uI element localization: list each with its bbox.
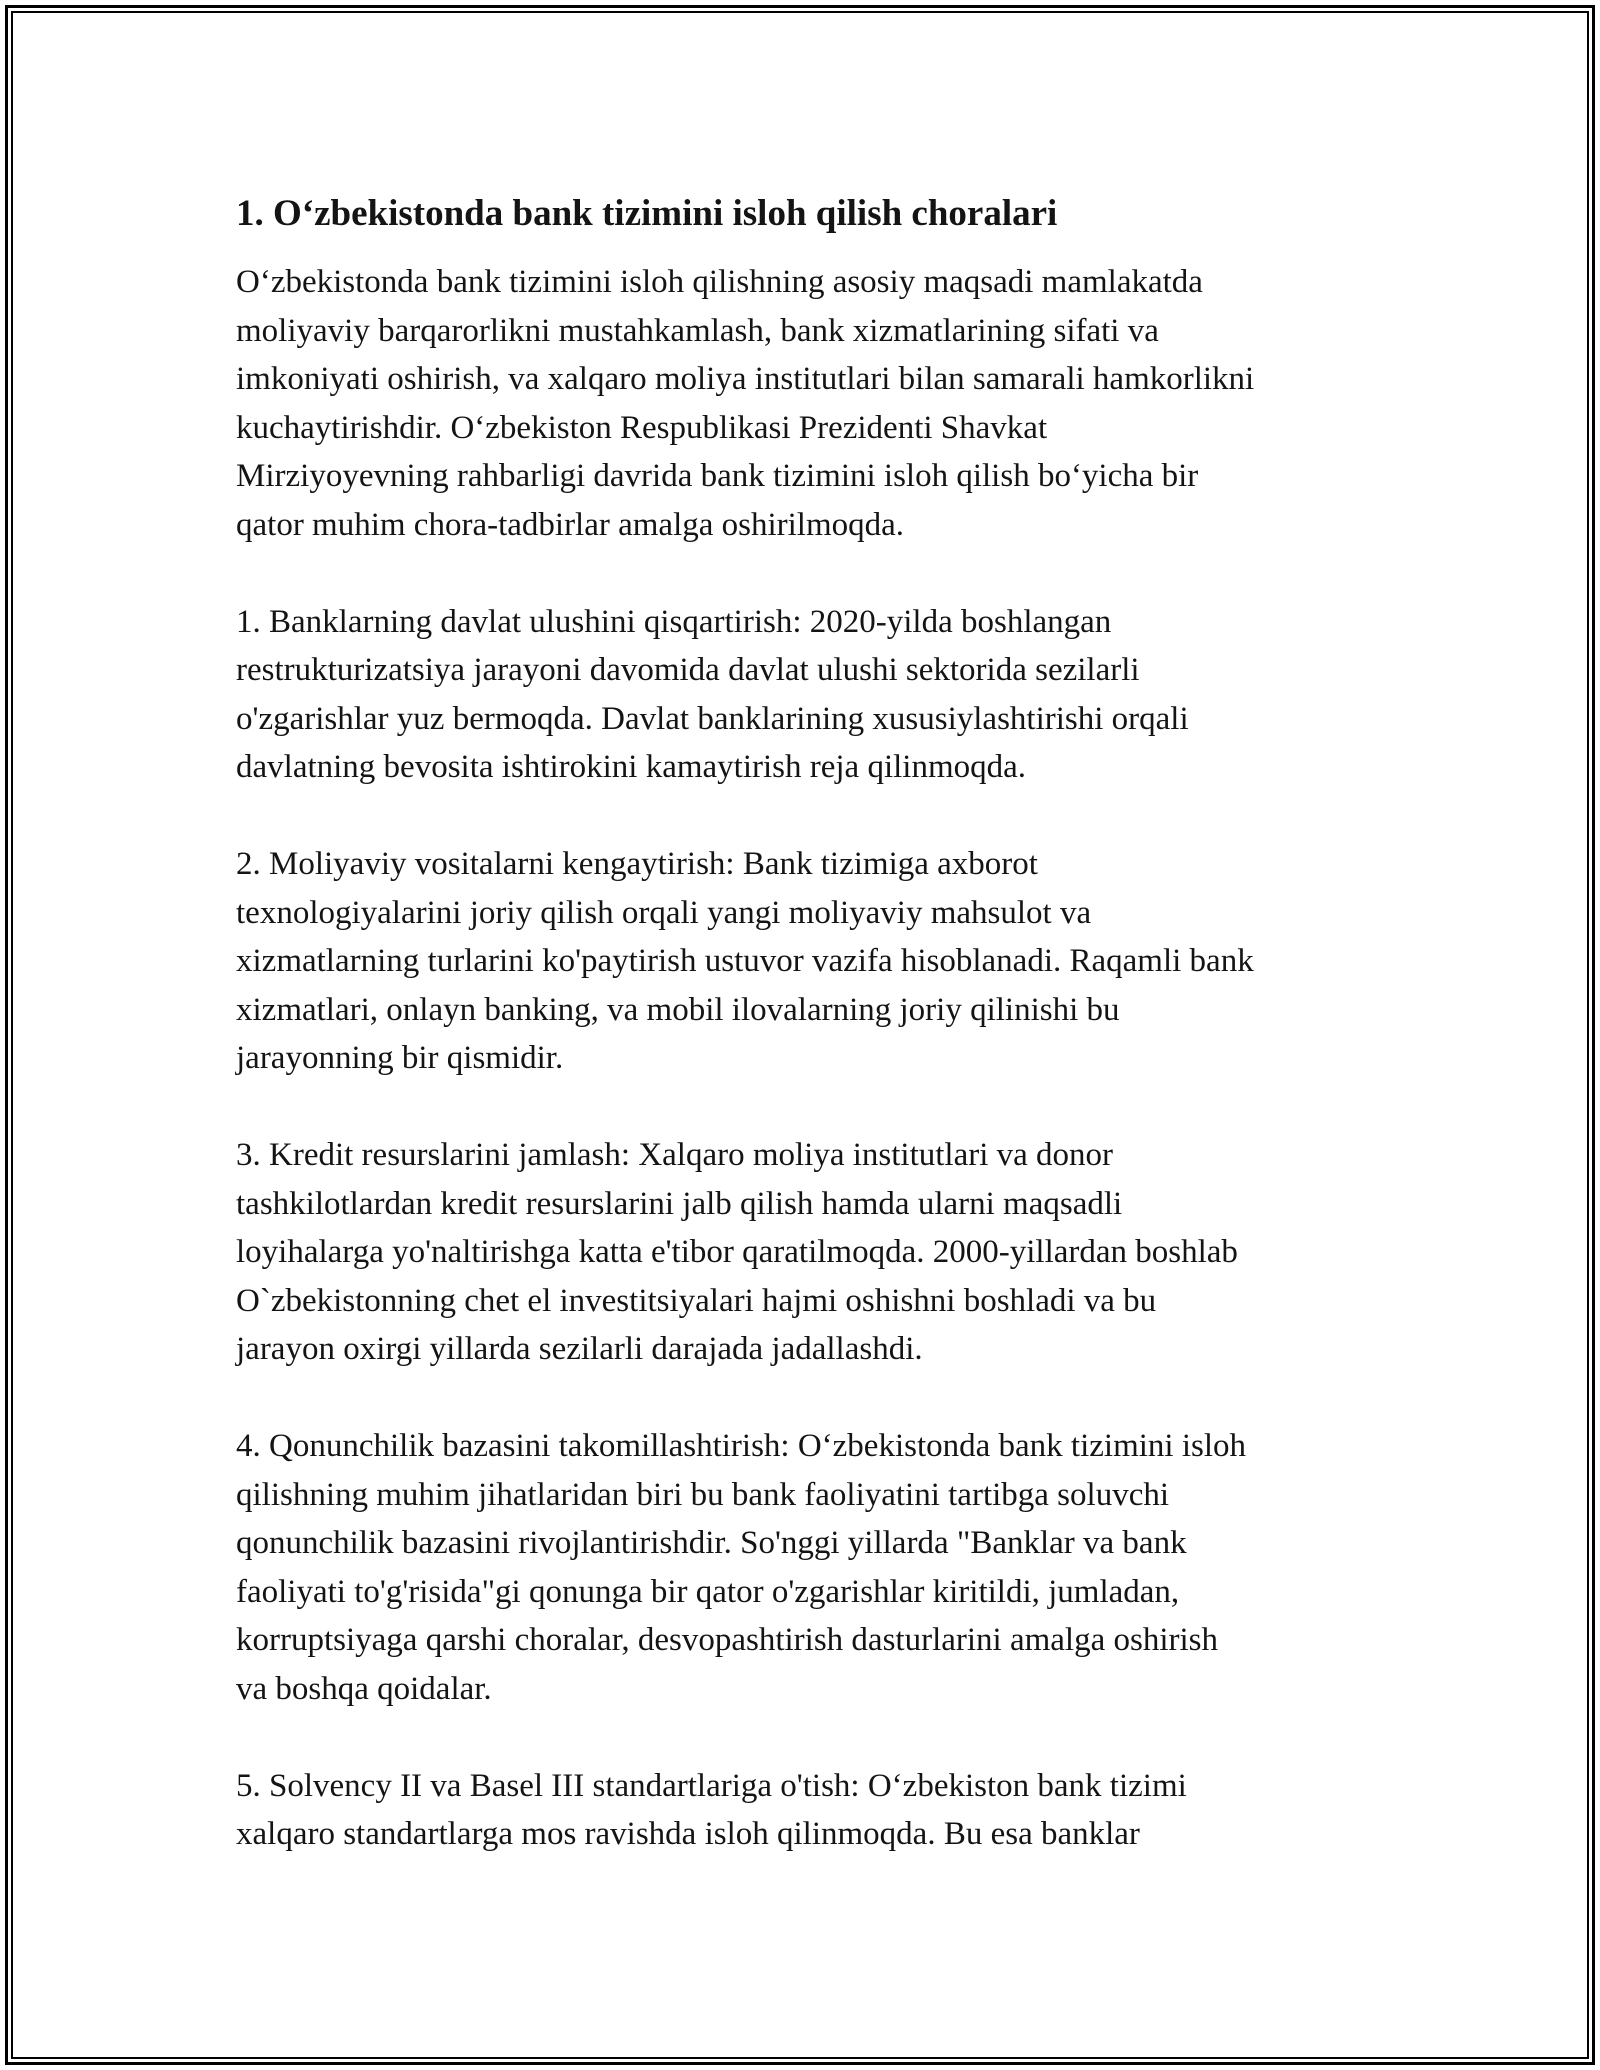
- text-line: 3. Kredit resurslarini jamlash: Xalqaro moliya institutlari va donor: [236, 1137, 1114, 1173]
- text-line: 1. Banklarning davlat ulushini qisqartirish: 2020-yilda boshlangan: [236, 603, 1112, 640]
- text-line: 5. Solvency II va Basel III standartlariga o'tish: O‘zbekiston bank tizimi: [236, 1767, 1187, 1804]
- text-line: O`zbekistonning chet el investitsiyalari hajmi oshishni boshladi va bu: [236, 1282, 1157, 1319]
- text-line: 4. Qonunchilik bazasini takomillashtirish: O‘zbekistonda bank tizimini isloh: [236, 1428, 1247, 1464]
- text-line: restrukturizatsiya jarayoni davomida davlat ulushi sektorida sezilarli: [236, 652, 1140, 688]
- text-line: qator muhim chora-tadbirlar amalga oshirilmoqda.: [236, 506, 905, 543]
- text-line: korruptsiyaga qarshi choralar, desvopashtirish dasturlarini amalga oshirish: [236, 1622, 1219, 1658]
- section-heading: 1. O‘zbekistonda bank tizimini isloh qilish choralari: [236, 193, 1058, 234]
- text-line: o'zgarishlar yuz bermoqda. Davlat banklarining xususiylashtirishi orqali: [236, 700, 1189, 737]
- text-line: xalqaro standartlarga mos ravishda isloh qilinmoqda. Bu esa banklar: [236, 1816, 1140, 1852]
- text-line: 2. Moliyaviy vositalarni kengaytirish: Bank tizimiga axborot: [236, 846, 1038, 882]
- text-line: moliyaviy barqarorlikni mustahkamlash, bank xizmatlarining sifati va: [236, 312, 1159, 349]
- text-line: jarayonning bir qismidir.: [236, 1040, 564, 1076]
- text-line: kuchaytirishdir. O‘zbekiston Respublikasi Prezidenti Shavkat: [236, 409, 1048, 446]
- text-line: qonunchilik bazasini rivojlantirishdir. So'nggi yillarda "Banklar va bank: [236, 1525, 1187, 1561]
- paragraph-item-1: [236, 598, 1386, 792]
- text-line: O‘zbekistonda bank tizimini isloh qilishning asosiy maqsadi mamlakatda: [236, 264, 1203, 300]
- text-line: xizmatlarning turlarini ko'paytirish ustuvor vazifa hisoblanadi. Raqamli bank: [236, 943, 1254, 979]
- text-line: faoliyati to'g'risida"gi qonunga bir qator o'zgarishlar kiritildi, jumladan,: [236, 1573, 1180, 1610]
- text-line: va boshqa qoidalar.: [236, 1670, 492, 1707]
- paragraph-item-5: [236, 1762, 1386, 1859]
- paragraph-intro: [236, 258, 1386, 549]
- text-line: Mirziyoyevning rahbarligi davrida bank tizimini isloh qilish bo‘yicha bir: [236, 458, 1199, 494]
- text-line: imkoniyati oshirish, va xalqaro moliya institutlari bilan samarali hamkorlikni: [236, 361, 1255, 397]
- text-line: texnologiyalarini joriy qilish orqali yangi moliyaviy mahsulot va: [236, 894, 1092, 931]
- text-line: jarayon oxirgi yillarda sezilarli darajada jadallashdi.: [236, 1331, 923, 1367]
- text-line: davlatning bevosita ishtirokini kamaytirish reja qilinmoqda.: [236, 749, 1027, 785]
- text-line: qilishning muhim jihatlaridan biri bu bank faoliyatini tartibga soluvchi: [236, 1476, 1170, 1513]
- paragraph-item-2: [236, 840, 1386, 1083]
- document-body: [236, 182, 1386, 1907]
- text-line: tashkilotlardan kredit resurslarini jalb qilish hamda ularni maqsadli: [236, 1185, 1123, 1222]
- paragraph-item-4: [236, 1422, 1386, 1713]
- text-line: loyihalarga yo'naltirishga katta e'tibor qaratilmoqda. 2000-yillardan boshlab: [236, 1234, 1238, 1270]
- text-line: xizmatlari, onlayn banking, va mobil ilovalarning joriy qilinishi bu: [236, 991, 1120, 1028]
- paragraph-item-3: [236, 1131, 1386, 1374]
